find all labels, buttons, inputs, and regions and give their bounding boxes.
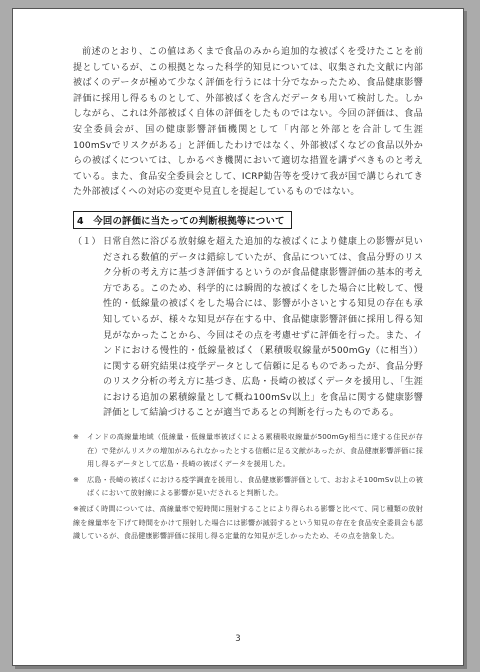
page-content (73, 45, 423, 543)
note (73, 473, 423, 500)
numbered-item (73, 235, 423, 422)
note-text: 広島・長崎の被ばくにおける疫学調査を援用し、食品健康影響評価として、おおよそ100mSv以上の被ばくにおいて放射線による影響が見いだされると判断した。 (87, 474, 423, 498)
item-text: 日常自然に浴びる放射線を超えた追加的な被ばくにより健康上の影響が見いだされる数値的データは錯綜していたが、食品については、食品分野のリスク分析の考え方に基づき評価するというのが食品健康影響評価の基本的考え方である。このため、科学的には瞬間的な被ばくをした場合に比較して、慢性的・低線量の被ばくをした場合には、影響が小さいとする知見の存在も承知しているが、様々な知見が存在する中、食品健康影響評価に採用し得る知見がなかったことから、今回はその点を考慮せずに評価を行った。また、インドにおける慢性的・低線量被ばく（累積吸収線量が500mGy（に相当））に関する研究結果は疫学データとして信頼に足るものであったが、食品分野のリスク分析の考え方に基づき、広島・長崎の被ばくデータを援用し、「生涯における追加の累積線量として概ね100mSv以上」を食品に関する健康影響評価として結論づけることが適当であるとの判断を行ったものである。 (103, 236, 423, 419)
note-final: ※被ばく時間については、高線量率で短時間に照射することにより得られる影響と比べて、同じ種類の放射線を線量率を下げて時間をかけて照射した場合には影響が減弱するという知見の存在を食品安全委員会も認識しているが、食品健康影響評価に採用し得る定量的な知見が乏しかったため、その点を捨象した。 (73, 504, 423, 541)
page-number: 3 (235, 634, 241, 644)
note-mark: ※ (73, 474, 80, 484)
note-mark: ※ (73, 432, 80, 442)
item-number: （１） (73, 236, 101, 247)
document-page (12, 8, 464, 666)
notes-block (73, 430, 423, 543)
intro-paragraph: 前述のとおり、この値はあくまで食品のみから追加的な被ばくを受けたことを前提としているが、この根拠となった科学的知見については、収集された文献に内部被ばくのデータが極めて少なく評価を行うには十分でなかったため、食品健康影響評価に採用し得るものとして、外部被ばくを含んだデータも用いて検討した。しかしながら、これは外部被ばく自体の評価をしたものではない。今回の評価は、食品安全委員会が、国の健康影響評価機関として「内部と外部とを合計して生涯100mSvでリスクがある」と評価したわけではなく、外部被ばくなどの食品以外からの被ばくについては、しかるべき機関において適切な措置を講ずべきものと考えている。また、食品安全委員会として、ICRP勧告等を受けて我が国で講じられてきた外部被ばくへの対応の変更や見直しを提起しているものではない。 (73, 47, 423, 198)
note-text: インドの高線量地域（低線量・低線量率被ばくによる累積吸収線量が500mGy相当に達する住民が存在）で発がんリスクの増加がみられなかったとする信頼に足る文献があったが、食品健康影響評価に採用し得るデータとして広島・長崎の被ばくデータを援用した。 (87, 432, 423, 469)
section-heading: 4 今回の評価に当たっての判断根拠等について (73, 211, 292, 229)
note (73, 430, 423, 471)
